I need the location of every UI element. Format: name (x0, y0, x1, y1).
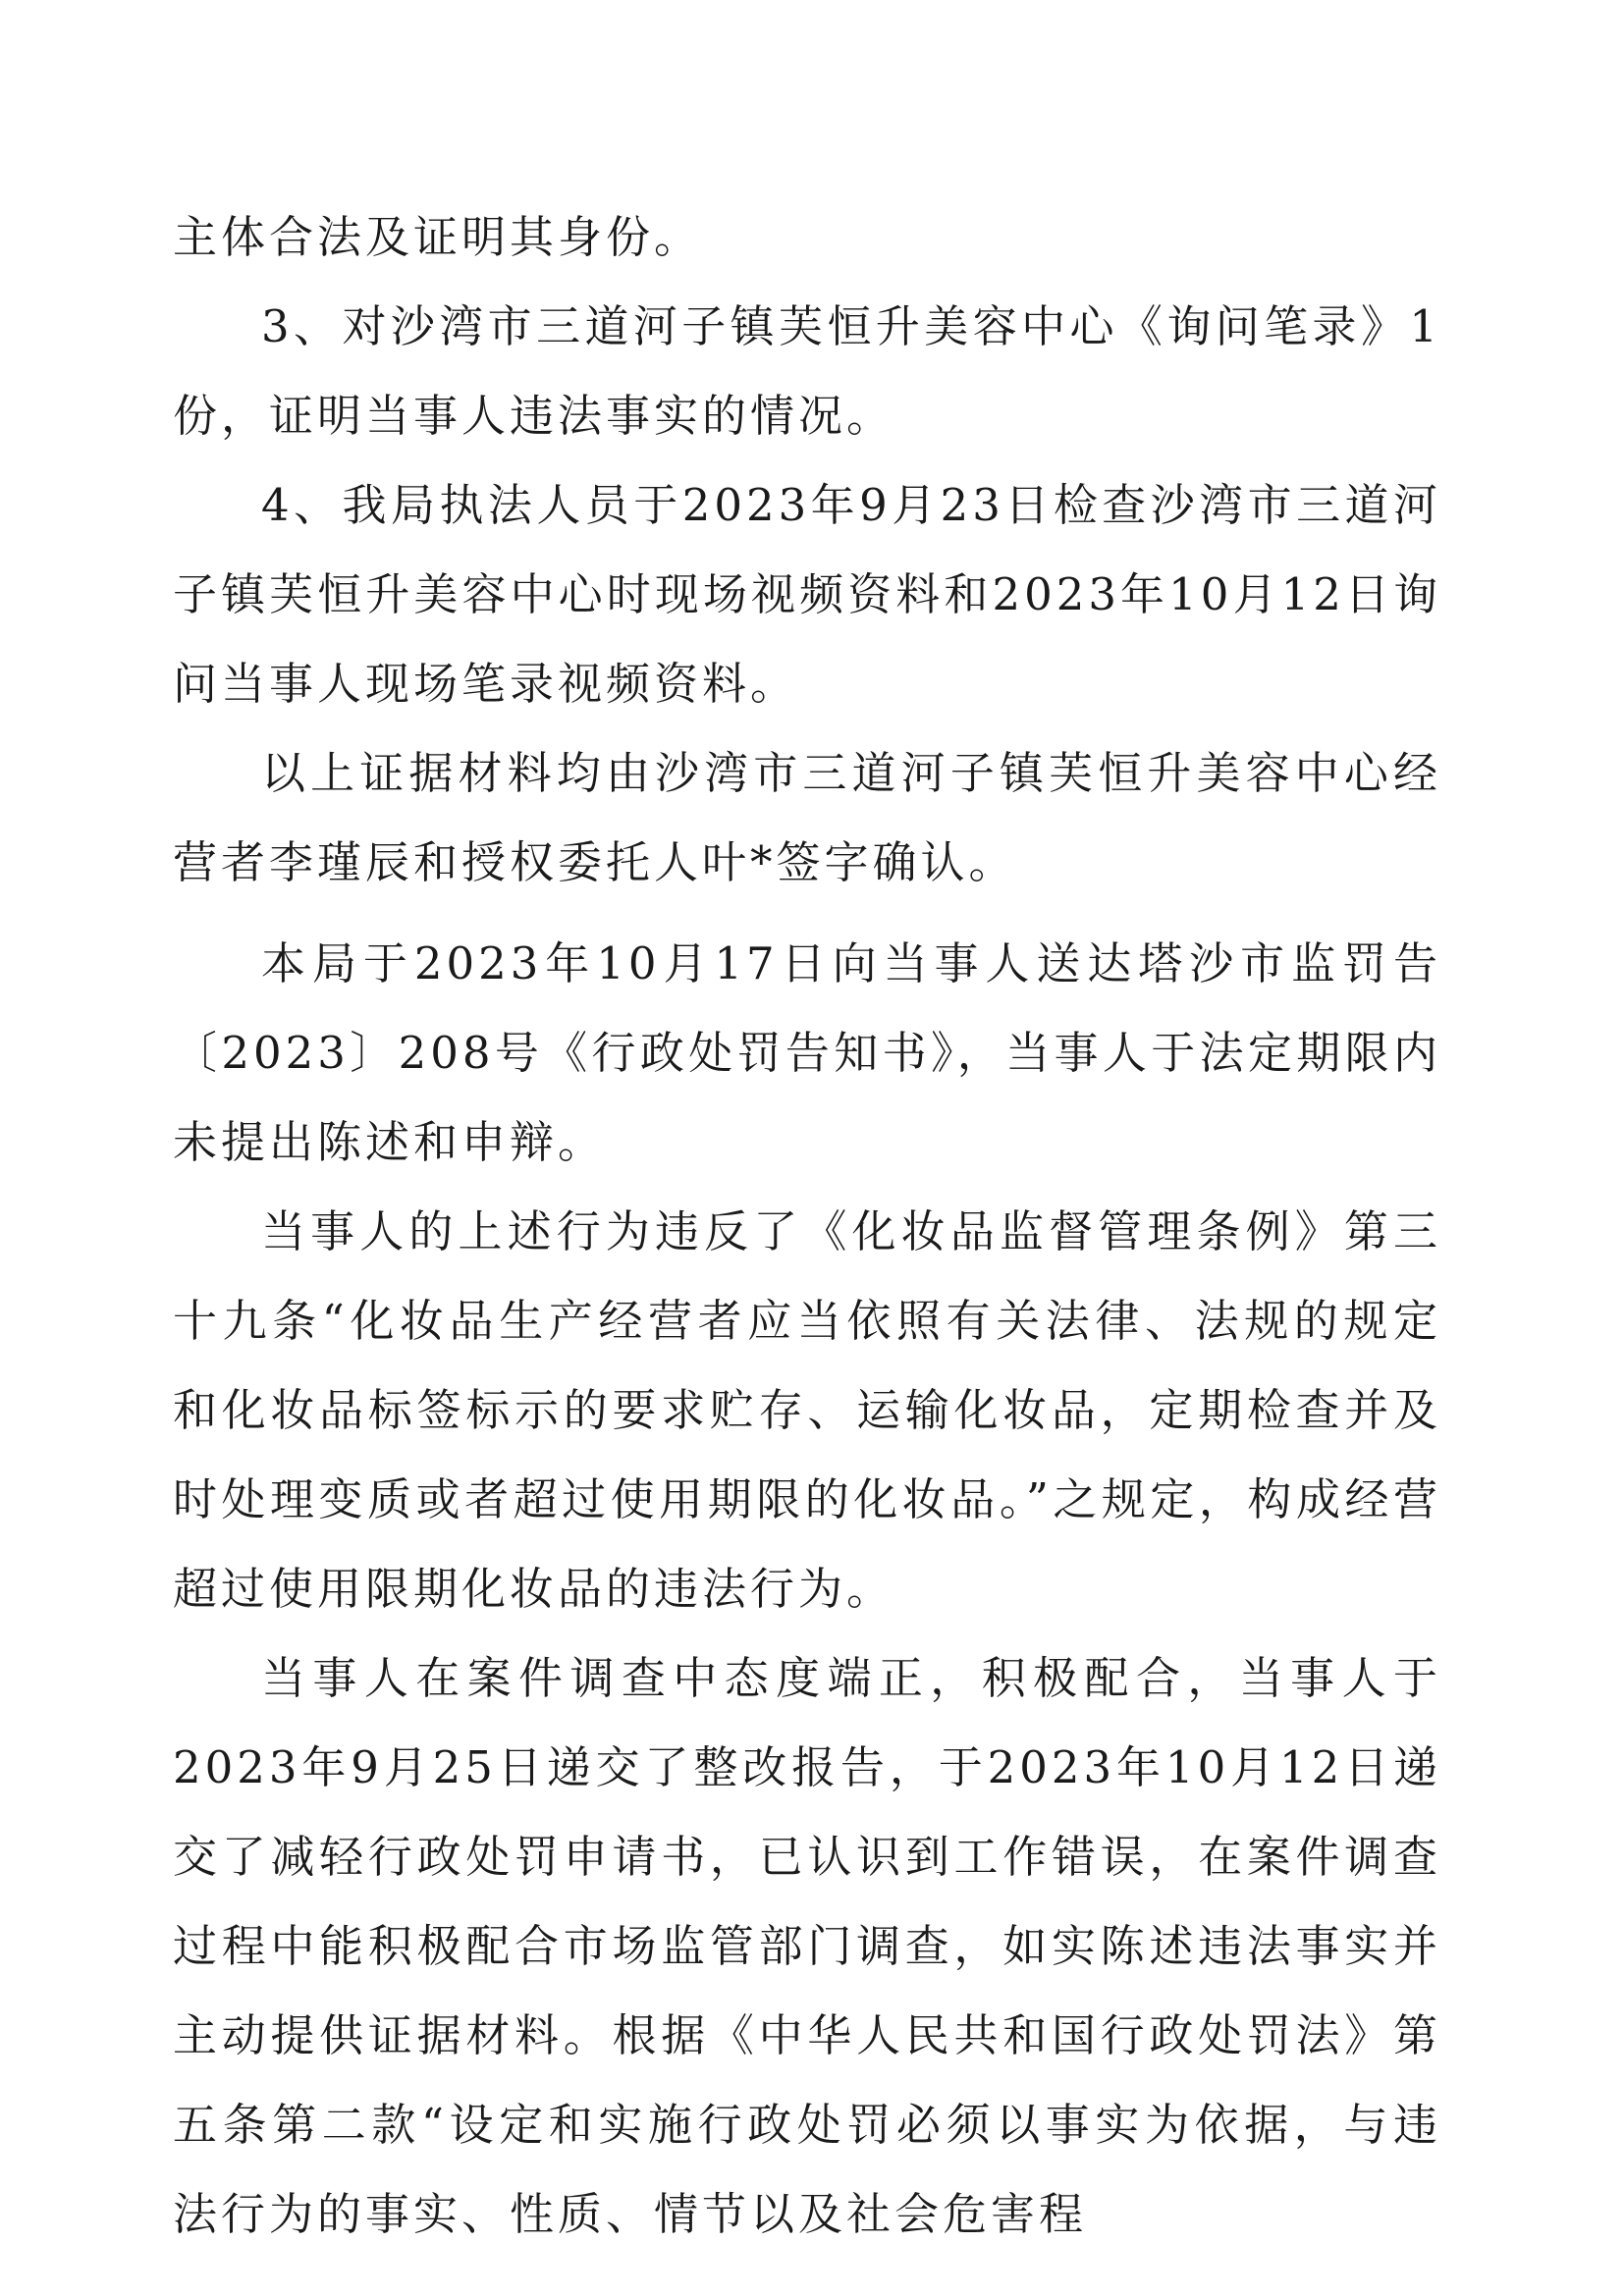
paragraph-evidence-4: 4、我局执法人员于2023年9月23日检查沙湾市三道河子镇芙恒升美容中心时现场视频资料和2023年10月12日询问当事人现场笔录视频资料。 (173, 479, 1441, 710)
paragraph-evidence-3: 3、对沙湾市三道河子镇芙恒升美容中心《询问笔录》1份，证明当事人违法事实的情况。 (173, 300, 1441, 442)
paragraph-penalty-notice: 本局于2023年10月17日向当事人送达塔沙市监罚告〔2023〕208号《行政处罚告知书》，当事人于法定期限内未提出陈述和申辩。 (173, 937, 1441, 1168)
paragraph-mitigation: 当事人在案件调查中态度端正，积极配合，当事人于2023年9月25日递交了整改报告，于2023年10月12日递交了减轻行政处罚申请书，已认识到工作错误，在案件调查过程中能积极配合市场监管部门调查，如实陈述违法事实并主动提供证据材料。根据《中华人民共和国行政处罚法》第五条第二款“设定和实施行政处罚必须以事实为依据，与违法行为的事实、性质、情节以及社会危害程 (173, 1652, 1441, 2240)
paragraph-identity-continuation: 主体合法及证明其身份。 (173, 211, 703, 263)
paragraph-evidence-confirmation: 以上证据材料均由沙湾市三道河子镇芙恒升美容中心经营者李瑾辰和授权委托人叶*签字确认。 (173, 747, 1441, 888)
paragraph-violation: 当事人的上述行为违反了《化妆品监督管理条例》第三十九条“化妆品生产经营者应当依照有关法律、法规的规定和化妆品标签标示的要求贮存、运输化妆品，定期检查并及时处理变质或者超过使用期限的化妆品。”之规定，构成经营超过使用限期化妆品的违法行为。 (173, 1205, 1441, 1615)
document-body (173, 192, 1441, 2259)
